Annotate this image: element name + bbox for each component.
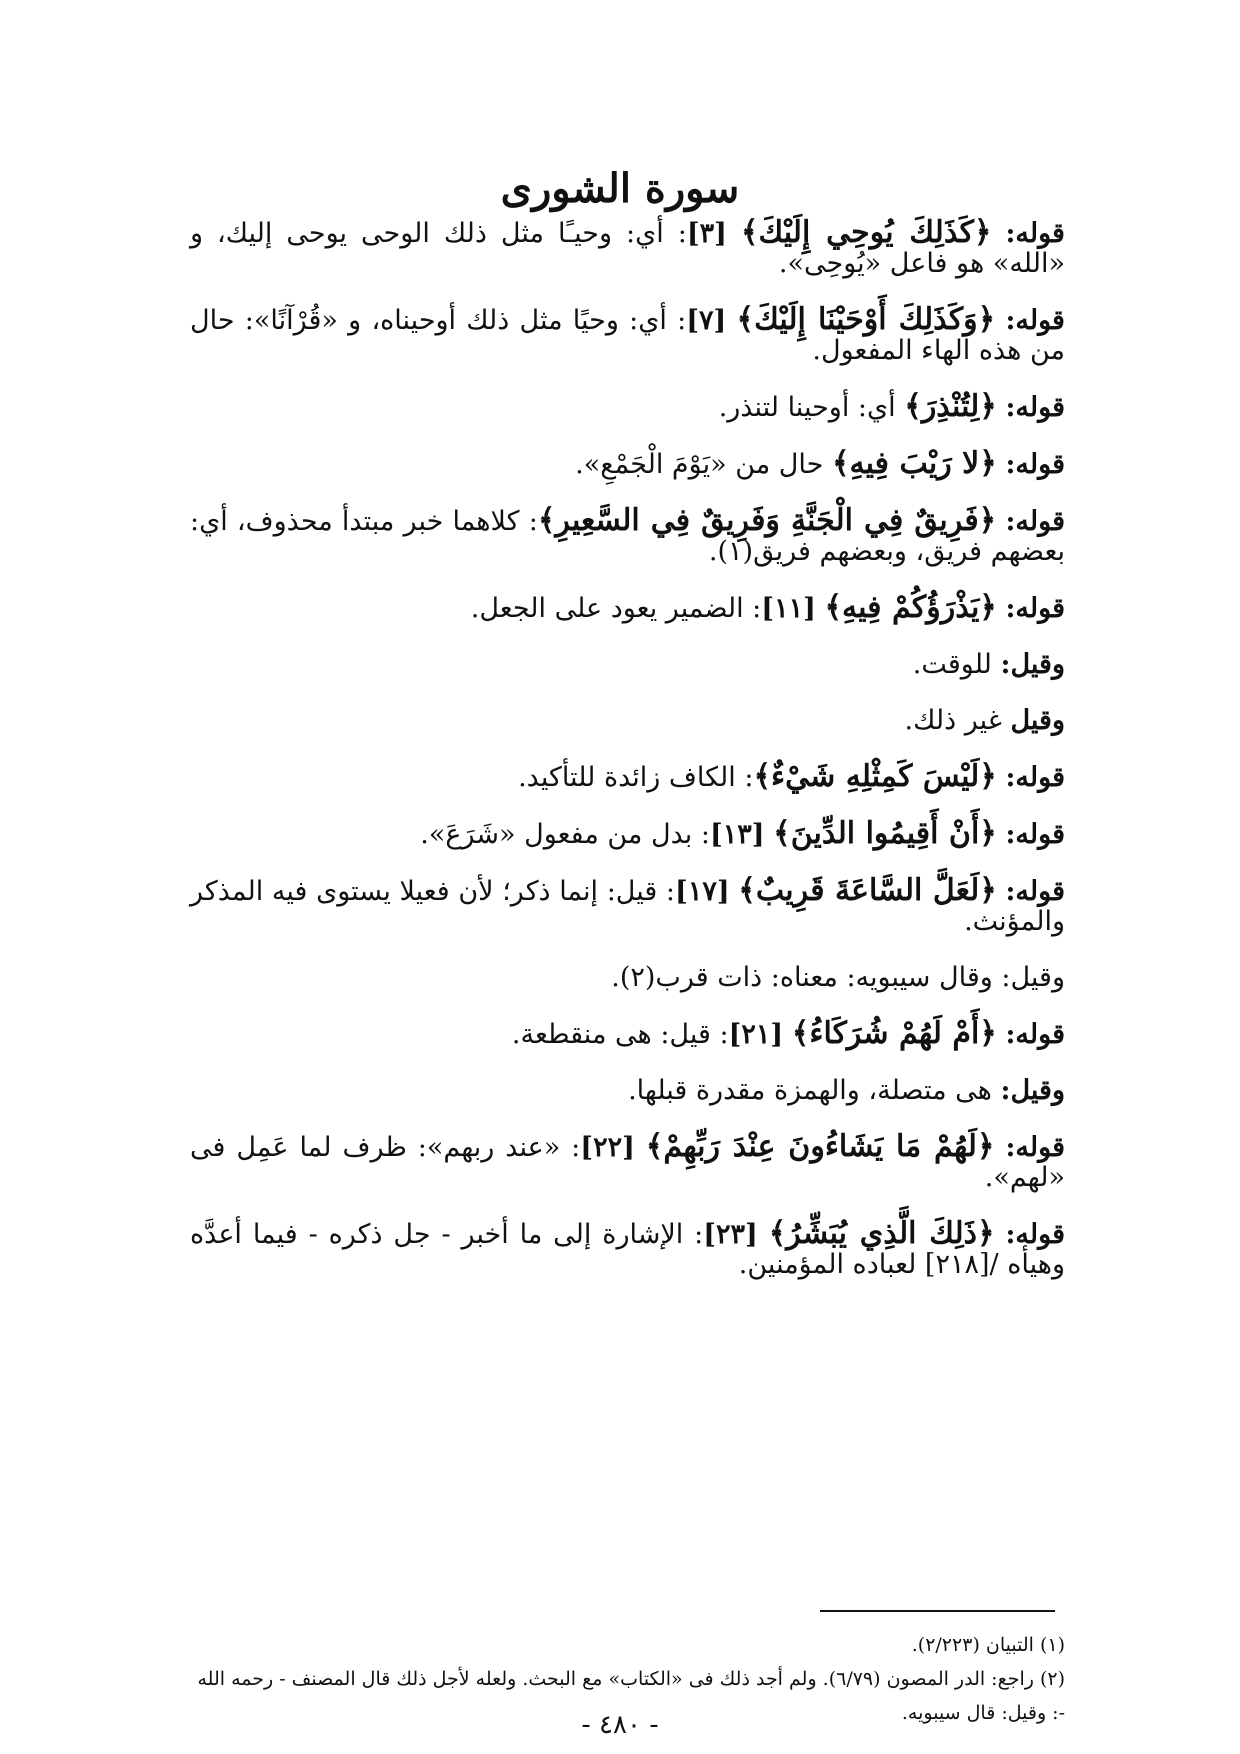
paragraph [190,389,1065,424]
footnote-divider [820,1610,1055,1612]
footnote: (٢) راجع: الدر المصون (٦/٧٩). ولم أجد ذلك فى «الكتاب» مع البحث. ولعله لأجل ذلك قال المصنف - رحمه الله -: وقيل: قال سيبويه. [197,1668,1065,1724]
paragraph [190,650,1065,680]
paragraph [190,590,1065,625]
paragraph-label: قوله: [1005,762,1065,793]
verse-ref: [٢٣] [703,1219,758,1250]
paragraph-text: : الضمير يعود على الجعل. [470,593,762,624]
body-text [190,215,1065,1306]
paragraph-label: قوله: [1005,1132,1065,1163]
paragraph [190,1129,1065,1193]
quran-quote: ﴿لِتُنْذِرَ﴾ [904,389,997,424]
paragraph-label: وقيل [1010,705,1065,736]
paragraph-label: قوله: [1005,1219,1065,1250]
verse-ref: [٧] [686,305,727,336]
paragraph-label: قوله: [1005,876,1065,907]
paragraph-label: قوله: [1005,449,1065,480]
verse-ref: [١٧] [675,876,730,907]
quran-quote: ﴿يَذْرَؤُكُمْ فِيهِ﴾ [824,590,997,625]
paragraph-text: هى متصلة، والهمزة مقدرة قبلها. [628,1075,1001,1106]
quran-quote: ﴿كَذَلِكَ يُوحِي إِلَيْكَ﴾ [740,215,992,250]
paragraph-text: : «عند ربهم»: ظرف لما عَمِل فى «لهم». [190,1132,1065,1193]
quran-quote: ﴿ذَلِكَ الَّذِي يُبَشِّرُ﴾ [768,1216,995,1251]
paragraph-text: : أي: وحيًا مثل ذلك أوحيناه، و «قُرْآنًا»: حال من هذه الهاء المفعول. [190,305,1065,366]
quran-quote: ﴿لَهُمْ مَا يَشَاءُونَ عِنْدَ رَبِّهِمْ﴾ [645,1129,995,1164]
quran-quote: ﴿فَرِيقٌ فِي الْجَنَّةِ وَفَرِيقٌ فِي السَّعِيرِ﴾ [537,503,997,538]
paragraph [190,215,1065,279]
paragraph [190,759,1065,794]
paragraph [190,1016,1065,1051]
paragraph [190,963,1065,993]
paragraph-text: غير ذلك. [904,705,1011,736]
footnote: (١) التبيان (٢/٢٢٣). [911,1634,1065,1656]
paragraph-text: للوقت. [912,649,1001,680]
verse-ref: [١١] [761,593,816,624]
paragraph-text: حال من «يَوْمَ الْجَمْعِ». [575,449,832,480]
paragraph [190,873,1065,937]
quran-quote: ﴿أَنْ أَقِيمُوا الدِّينَ﴾ [773,816,997,851]
verse-ref: [٢٢] [580,1132,635,1163]
page-number: - ٤٨٠ - [581,1710,659,1740]
paragraph-label: قوله: [1005,593,1065,624]
verse-ref: [٢١] [728,1019,784,1050]
surah-title: سورة الشورى [500,165,740,212]
paragraph-text: : قيل: هى منقطعة. [511,1019,729,1050]
paragraph [190,503,1065,567]
quran-quote: ﴿وَكَذَلِكَ أَوْحَيْنَا إِلَيْكَ﴾ [736,302,996,337]
paragraph-text: : بدل من مفعول «شَرَعَ». [420,819,710,850]
paragraph-label: قوله: [1005,1019,1065,1050]
verse-ref: [٣] [686,218,727,249]
paragraph [190,1076,1065,1106]
paragraph-text: أي: أوحينا لتنذر. [718,392,905,423]
paragraph-text: : الكاف زائدة للتأكيد. [518,762,754,793]
paragraph [190,1216,1065,1280]
paragraph-label: قوله: [1005,305,1065,336]
paragraph-label: وقيل: [1000,649,1065,680]
quran-quote: ﴿لَعَلَّ السَّاعَةَ قَرِيبٌ﴾ [738,873,997,908]
paragraph-text: : كلاهما خبر مبتدأ محذوف، أي: بعضهم فريق، وبعضهم فريق(١). [190,506,1065,567]
paragraph-text: وقيل: وقال سيبويه: معناه: ذات قرب(٢). [611,962,1065,993]
paragraph-label: قوله: [1005,506,1065,537]
paragraph [190,446,1065,481]
paragraph [190,706,1065,736]
paragraph [190,302,1065,366]
verse-ref: [١٣] [709,819,765,850]
paragraph-label: وقيل: [1000,1075,1065,1106]
paragraph-text: : الإشارة إلى ما أخبر - جل ذكره - فيما أعدَّه وهيأه /[٢١٨] لعباده المؤمنين. [190,1219,1065,1280]
paragraph-label: قوله: [1005,392,1065,423]
paragraph [190,816,1065,851]
paragraph-text: : قيل: إنما ذكر؛ لأن فعيلا يستوى فيه المذكر والمؤنث. [190,876,1065,937]
quran-quote: ﴿لا رَيْبَ فِيهِ﴾ [831,446,997,481]
paragraph-label: قوله: [1005,218,1065,249]
paragraph-text: : أي: وحيـًا مثل ذلك الوحى يوحى إليك، و «الله» هو فاعل «يُوحِى». [190,218,1065,279]
paragraph-label: قوله: [1005,819,1065,850]
quran-quote: ﴿لَيْسَ كَمِثْلِهِ شَيْءٌ﴾ [753,759,997,794]
quran-quote: ﴿أَمْ لَهُمْ شُرَكَاءُ﴾ [791,1016,997,1051]
